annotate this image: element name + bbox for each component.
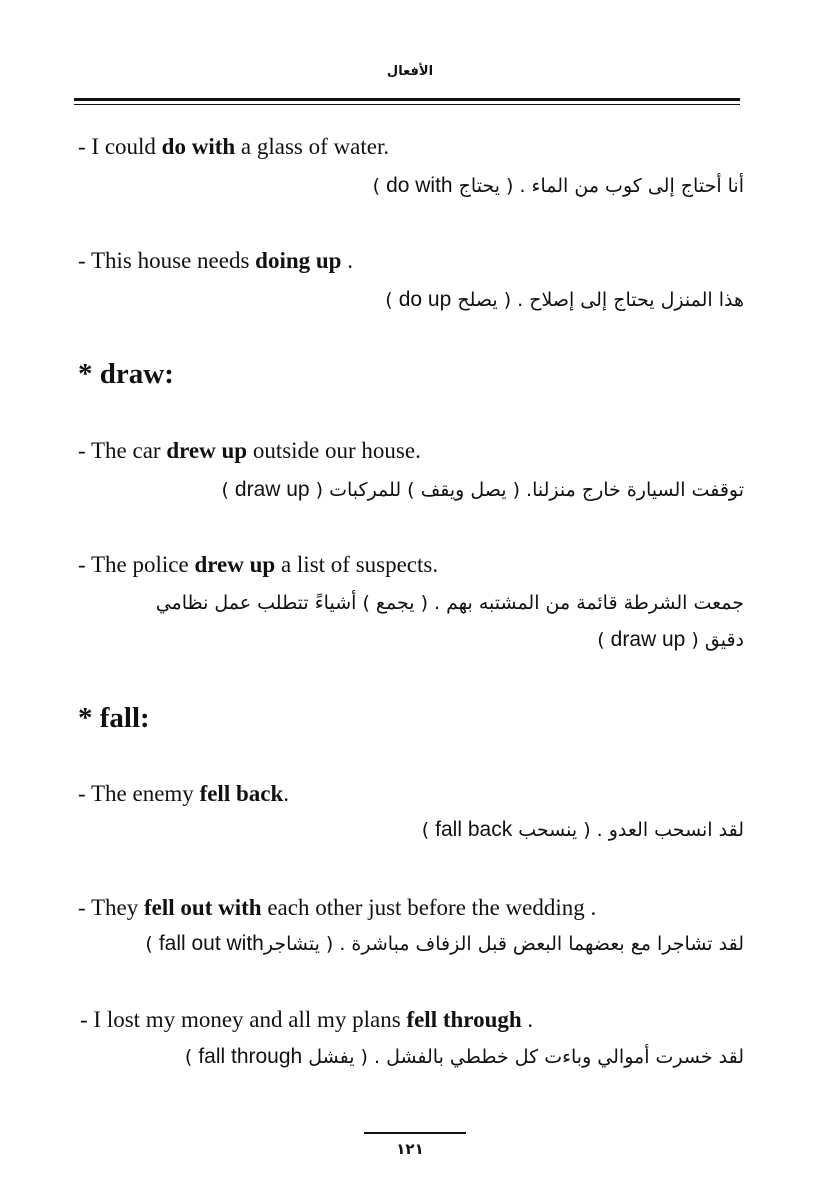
example-translation-ar: لقد خسرت أموالي وباءت كل خططي بالفشل . ( يفشل fall through ) (184, 1045, 744, 1068)
example-sentence-en: - I lost my money and all my plans fell through . (80, 1007, 534, 1032)
example-sentence-en: - I could do with a glass of water. (78, 134, 390, 159)
example-sentence-en: - The enemy fell back. (78, 781, 290, 806)
header-rule-thin (74, 104, 740, 105)
footer-rule (364, 1132, 466, 1134)
page-number: ١٢١ (396, 1140, 424, 1158)
example-translation-ar: لقد انسحب العدو . ( ينسحب fall back ) (421, 818, 744, 841)
page-header-title: الأفعال (386, 64, 434, 79)
example-translation-ar: هذا المنزل يحتاج إلى إصلاح . ( يصلح do up ) (385, 288, 744, 311)
example-sentence-en: - The police drew up a list of suspects. (78, 552, 439, 577)
example-translation-ar: جمعت الشرطة قائمة من المشتبه بهم . ( يجمع ) أشياءً تتطلب عمل نظامي (155, 592, 744, 614)
example-translation-ar: أنا أحتاج إلى كوب من الماء . ( يحتاج do with ) (372, 174, 744, 197)
example-sentence-en: - They fell out with each other just before the wedding . (78, 895, 597, 920)
example-translation-ar: توقفت السيارة خارج منزلنا. ( يصل ويقف ) للمركبات ( draw up ) (221, 478, 744, 501)
section-heading-fall: * fall: (78, 702, 150, 734)
example-sentence-en: - The car drew up outside our house. (78, 438, 421, 463)
example-translation-ar: لقد تشاجرا مع بعضهما البعض قبل الزفاف مباشرة . ( يتشاجرfall out with ) (145, 932, 744, 955)
section-heading-draw: * draw: (78, 358, 174, 390)
example-translation-ar-cont: دقيق ( draw up ) (597, 628, 744, 651)
example-sentence-en: - This house needs doing up . (78, 248, 353, 273)
header-rule-thick (74, 98, 740, 101)
